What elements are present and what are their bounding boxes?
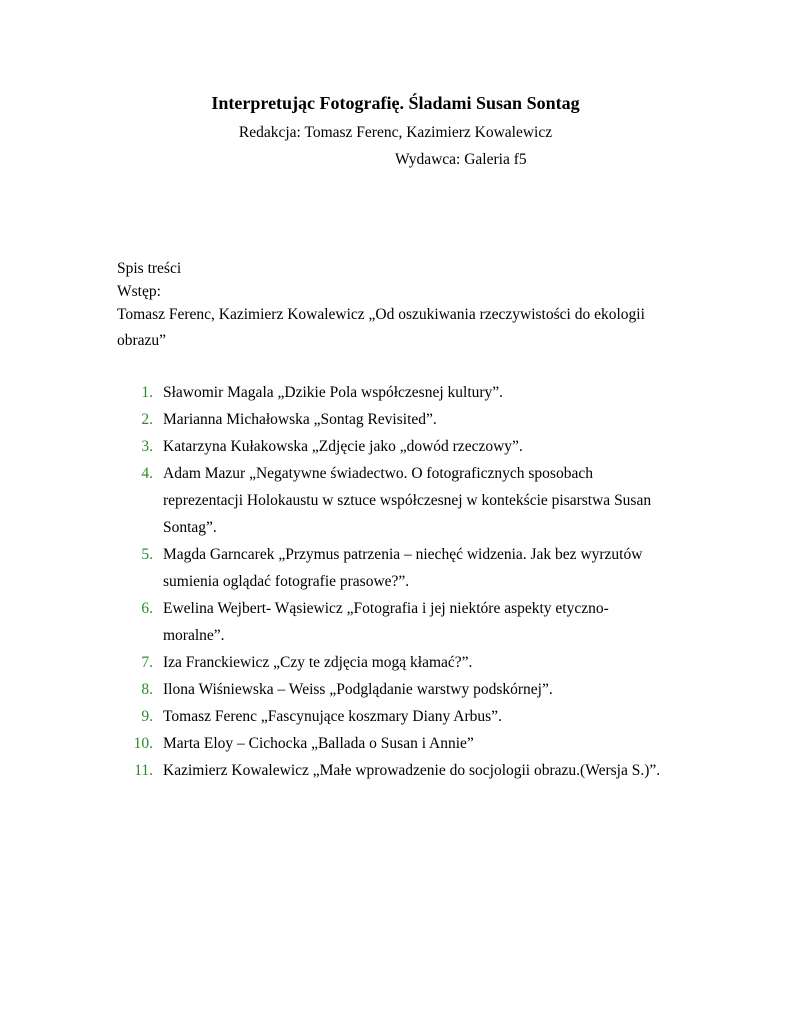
toc-item-text: Katarzyna Kułakowska „Zdjęcie jako „dowód rzeczowy”. [163,438,523,455]
toc-heading: Spis treści [117,260,182,277]
toc-item [0,433,663,460]
intro-text: Tomasz Ferenc, Kazimierz Kowalewicz „Od oszukiwania rzeczywistości do ekologii obrazu” [117,306,645,349]
toc-item-number: 3. [141,438,153,455]
toc-item-number: 6. [141,600,153,617]
toc-item [0,649,663,676]
toc-item-text: Tomasz Ferenc „Fascynujące koszmary Diany Arbus”. [163,708,502,725]
toc-item-text: Magda Garncarek „Przymus patrzenia – niechęć widzenia. Jak bez wyrzutów sumienia oglądać fotografie prasowe?”. [163,546,643,590]
toc-item [0,460,663,541]
toc-item [0,379,663,406]
document-title: Interpretując Fotografię. Śladami Susan Sontag [211,93,580,113]
publisher-line: Wydawca: Galeria f5 [395,151,527,168]
toc-item [0,595,663,649]
toc-item-text: Sławomir Magala „Dzikie Pola współczesnej kultury”. [163,384,504,401]
toc-item [0,730,663,757]
toc-item-text: Iza Franckiewicz „Czy te zdjęcia mogą kłamać?”. [163,654,473,671]
toc-item [0,541,663,595]
toc-item-text: Kazimierz Kowalewicz „Małe wprowadzenie do socjologii obrazu.(Wersja S.)”. [163,762,661,779]
toc-item-number: 1. [141,384,153,401]
toc-item-number: 11. [134,762,153,779]
toc-item-number: 4. [141,465,153,482]
toc-item-number: 9. [141,708,153,725]
toc-item-text: Ewelina Wejbert- Wąsiewicz „Fotografia i jej niektóre aspekty etyczno-moralne”. [163,600,609,644]
toc-item [0,757,663,784]
toc-item-text: Adam Mazur „Negatywne świadectwo. O fotograficznych sposobach reprezentacji Holokaustu w sztuce współczesnej w kontekście pisarstwa Susan Sontag”. [163,465,652,536]
toc-item-number: 5. [141,546,153,563]
toc-item [0,406,663,433]
toc-item-number: 8. [141,681,153,698]
toc-item [0,703,663,730]
toc-item-number: 2. [141,411,153,428]
toc-item-text: Marianna Michałowska „Sontag Revisited”. [163,411,437,428]
toc-item-number: 7. [141,654,153,671]
toc-item-number: 10. [133,735,153,752]
intro-label: Wstęp: [117,283,161,300]
toc-item [0,676,663,703]
toc-list [0,379,791,784]
toc-item-text: Ilona Wiśniewska – Weiss „Podglądanie warstwy podskórnej”. [163,681,553,698]
toc-item-text: Marta Eloy – Cichocka „Ballada o Susan i Annie” [163,735,474,752]
editors-line: Redakcja: Tomasz Ferenc, Kazimierz Kowalewicz [238,124,553,141]
